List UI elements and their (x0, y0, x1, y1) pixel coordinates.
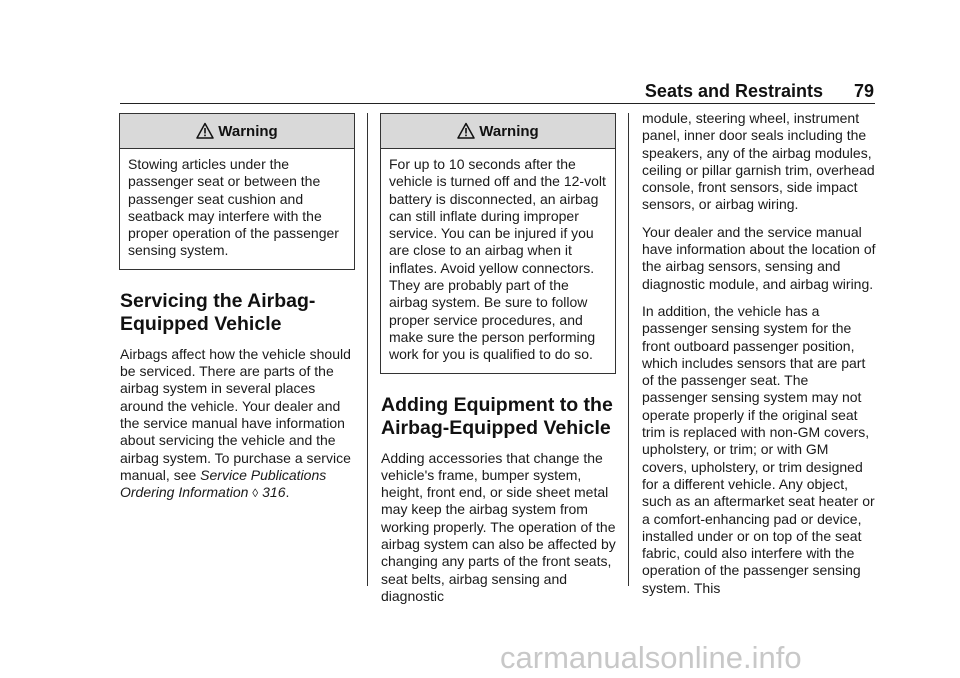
column-divider (628, 113, 629, 586)
warning-label: Warning (479, 122, 539, 140)
warning-text: For up to 10 seconds after the vehicle is turned off and the 12-volt battery is disconnected, an airbag can still inflate during improper service. You can be injured if you are close to an airbag when it inflates. Avoid yellow connectors. They are probably part of the airbag system. Be sure to follow proper service procedures, and make sure the person performing work for you is qualified to do so. (389, 156, 606, 363)
warning-label: Warning (218, 122, 278, 140)
warning-text: Stowing articles under the passenger seat or between the passenger seat cushion and seatback may interfere with the proper operation of the passenger sensing system. (128, 156, 339, 259)
warning-header (381, 114, 615, 149)
paragraph-text: Airbags affect how the vehicle should be serviced. There are parts of the airbag system in several places around the vehicle. Your dealer and the service manual have information about servicing the vehicle and the airbag system. To purchase a service manual, see (120, 345, 351, 483)
running-header (0, 79, 960, 103)
page-reference-icon: ◊ (252, 486, 259, 501)
body-paragraph (120, 346, 355, 503)
column-2 (380, 113, 616, 614)
warning-header (120, 114, 354, 149)
body-paragraph: In addition, the vehicle has a passenger sensing system for the front outboard passenger position, which includes sensors that are part of the passenger seat. The passenger sensing system may not operate properly if the original seat trim is replaced with non-GM covers, upholstery, or trim; or with GM covers, upholstery, or trim designed for a different vehicle. Any object, such as an aftermarket seat heater or a comfort-enhancing pad or device, installed under or on top of the seat fabric, could also interfere with the operation of the passenger sensing system. This (642, 302, 875, 596)
column-3 (641, 110, 877, 607)
warning-icon (457, 122, 475, 140)
section-heading: Servicing the Airbag-Equipped Vehicle (120, 289, 316, 335)
reference-end: . (285, 484, 290, 501)
page-number: 79 (853, 81, 874, 101)
reference-title: Service Publications Ordering Information (120, 466, 327, 501)
warning-box (380, 113, 616, 374)
section-heading: Adding Equipment to the Airbag-Equipped Vehicle (381, 393, 613, 439)
reference-page: 316 (262, 484, 286, 501)
body-paragraph: module, steering wheel, instrument panel, inner door seals including the speakers, any of the airbag modules, ceiling or pillar garnish trim, overhead console, front sensors, side impact sensors, or airbag wiring. (642, 110, 875, 213)
warning-icon (196, 122, 214, 140)
section-title: Seats and Restraints (644, 81, 823, 101)
body-paragraph: Adding accessories that change the vehicle's frame, bumper system, height, front end, or side sheet metal may keep the airbag system from working properly. The operation of the airbag system can also be affected by changing any parts of the front seats, seat belts, airbag sensing and diagnostic (381, 449, 616, 604)
column-1 (119, 113, 355, 511)
warning-box (119, 113, 355, 270)
body-paragraph: Your dealer and the service manual have information about the location of the airbag sensors, sensing and diagnostic module, and airbag wiring. (642, 223, 876, 292)
header-rule (120, 103, 875, 104)
watermark: carmanualsonline.info (500, 640, 802, 675)
column-divider (367, 113, 368, 586)
